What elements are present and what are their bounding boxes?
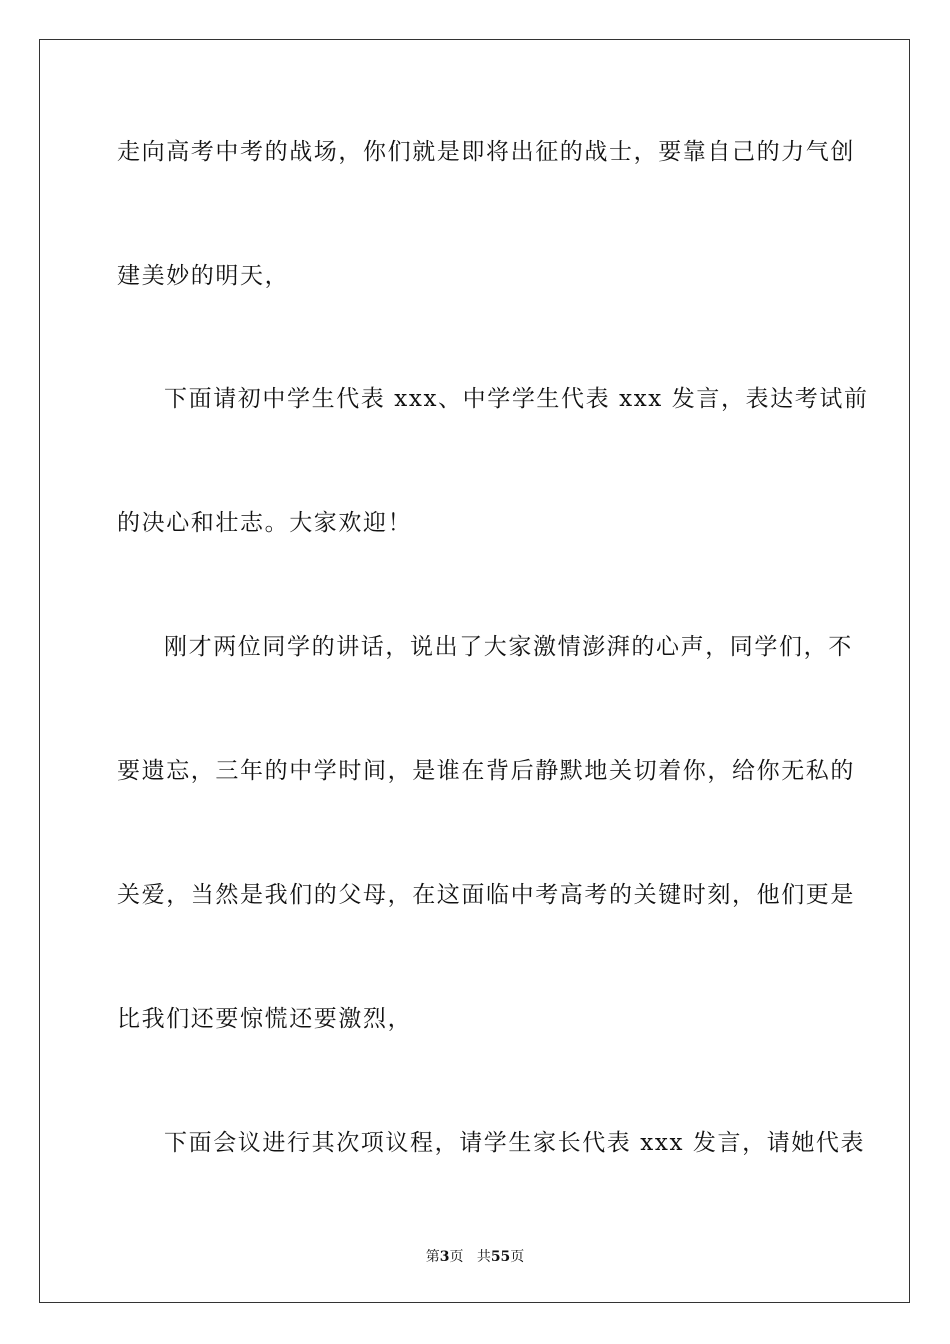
total-prefix: 共 <box>476 1249 491 1265</box>
page-number: 3 <box>439 1249 450 1265</box>
text-line-3: 下面请初中学生代表 xxx、中学学生代表 xxx 发言，表达考试前 <box>164 386 869 412</box>
text-line-6: 要遗忘，三年的中学时间，是谁在背后静默地关切着你，给你无私的 <box>117 758 855 784</box>
text-line-1: 走向高考中考的战场，你们就是即将出征的战士，要靠自己的力气创 <box>117 139 855 165</box>
text-line-7: 关爱，当然是我们的父母，在这面临中考高考的关键时刻，他们更是 <box>117 882 855 908</box>
total-suffix: 页 <box>510 1249 525 1265</box>
text-line-5: 刚才两位同学的讲话，说出了大家激情澎湃的心声，同学们，不 <box>164 634 853 660</box>
text-line-9: 下面会议进行其次项议程，请学生家长代表 xxx 发言，请她代表 <box>164 1130 866 1156</box>
page-suffix: 页 <box>449 1249 464 1265</box>
text-line-8: 比我们还要惊慌还要激烈， <box>117 1006 413 1032</box>
text-line-2: 建美妙的明天， <box>117 263 290 289</box>
total-pages: 55 <box>490 1249 511 1265</box>
page-footer <box>0 1248 950 1266</box>
page-prefix: 第 <box>425 1249 440 1265</box>
page-frame <box>39 39 910 1303</box>
text-line-4: 的决心和壮志。大家欢迎！ <box>117 510 413 536</box>
